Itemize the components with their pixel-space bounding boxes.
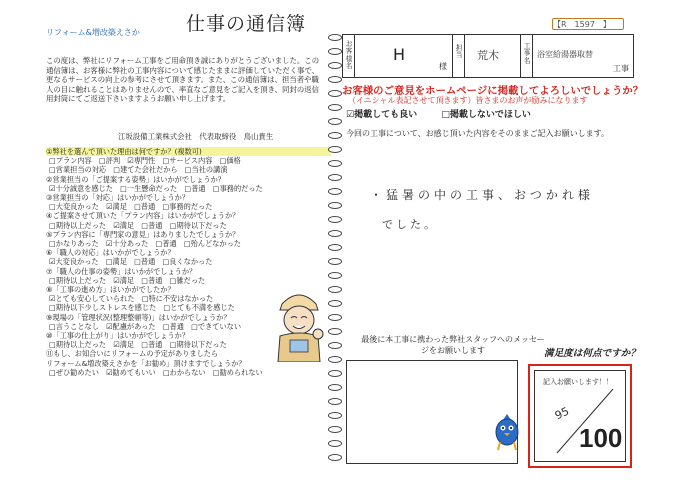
question-text: ③営業担当の「対応」はいかがでしょうか？ xyxy=(46,193,190,203)
staff-name: 荒木 xyxy=(477,49,499,62)
answer-options: □言うことなし ☑配慮があった □普通 □できていない xyxy=(49,321,242,331)
question-text: ⑩「工事の仕上がり」はいかがでしょうか？ xyxy=(46,331,190,341)
page-title: 仕事の通信簿 xyxy=(186,13,307,35)
work-suffix: 工事 xyxy=(613,64,629,73)
publish-option-yes[interactable]: ☑掲載しても良い xyxy=(346,110,418,120)
bird-mascot-icon xyxy=(492,412,522,452)
question-5 xyxy=(46,230,331,248)
answer-options: □期待以上だった ☑満足 □普通 □雑だった xyxy=(49,275,206,285)
question-4 xyxy=(46,211,331,229)
customer-info-box xyxy=(342,34,634,78)
question-text: ④ご提案させて頂いた「プラン内容」はいかがでしょうか？ xyxy=(46,211,240,221)
question-text: ⑥「職人の対応」はいかがでしょうか？ xyxy=(46,248,175,258)
question-text-2: リフォーム&増改築えさかを「お勧め」頂けますでしょうか？ xyxy=(46,358,246,368)
question-text: ①弊社を選んで頂いた理由は何ですか？(複数可) xyxy=(46,147,331,156)
worker-mascot-icon xyxy=(272,284,326,362)
answer-options: ☑十分誠意を感じた □一生懸命だった □普通 □事務的だった xyxy=(49,183,263,193)
staff-label-cell xyxy=(453,35,465,77)
publish-option-no[interactable]: □掲載しないでほしい xyxy=(441,110,531,120)
staff-name-cell xyxy=(465,35,521,77)
question-2 xyxy=(46,175,331,193)
question-text: ⑨現場の「管理状況(整理整頓等)」はいかがでしょうか？ xyxy=(46,312,231,322)
question-text: ⑧「工事の進め方」はいかがでしたか？ xyxy=(46,285,175,295)
questionnaire-sheet xyxy=(6,6,674,474)
publish-note: （イニシャル表記させて頂きます）皆さまのお声が励みになります xyxy=(348,96,588,105)
answer-options: ☑とても安心していられた □特に不安はなかった xyxy=(49,294,214,304)
comment-area[interactable] xyxy=(342,152,664,332)
satisfaction-max: 100 xyxy=(579,423,623,453)
staff-label: 担当 xyxy=(455,44,463,60)
question-text: ⑦「職人の仕事の姿勢」はいかがでしょうか？ xyxy=(46,266,197,276)
right-page xyxy=(342,14,672,476)
question-3 xyxy=(46,193,331,211)
question-7 xyxy=(46,267,331,285)
comment-prompt: 今回の工事について、お感じ頂いた内容をそのままご記入お願いします。 xyxy=(346,129,610,138)
answer-options: □期待以下少しストレスを感じた □とても不満を感じた xyxy=(49,303,235,313)
question-1 xyxy=(46,147,331,175)
question-6 xyxy=(46,248,331,266)
record-code: 【R 1597 】 xyxy=(552,18,624,30)
signature: 江坂設備工業株式会社 代表取締役 鳥山貴生 xyxy=(118,132,274,141)
intro-text: この度は、弊社にリフォーム工事をご用命頂き誠にありがとうございました。この通信簿は、お客様に弊社の工事内容について感じたままに評価していただく事で、更なるサービスの向上の参考にさせて頂きます。また、この通信簿は、担当者や職人の目に触れることはありませんので、率直なご意見をご記入を頂き、同封の返信用封筒にてご返送下さいますようお願い申し上げます。 xyxy=(46,56,320,104)
answer-options: □大変良かった ☑満足 □普通 □事務的だった xyxy=(49,202,213,212)
answer-options: □期待以上だった ☑満足 □普通 □期待以下だった xyxy=(49,220,227,230)
question-text: ⑤プラン内容に「専門家の意見」はありましたでしょうか？ xyxy=(46,229,240,239)
question-text: ⑪もし、お知合いにリフォームの予定がありましたら xyxy=(46,349,219,359)
satisfaction-box xyxy=(528,364,632,468)
answer-options: □営業担当の対応 □建てた会社だから □当社の講演 xyxy=(49,165,228,175)
answer-options: □かなりあった ☑十分あった □普通 □殆んどなかった xyxy=(49,239,241,249)
customer-label: お客様名 xyxy=(345,40,353,71)
work-label: 工事名 xyxy=(523,42,531,65)
work-label-cell xyxy=(521,35,533,77)
satisfaction-score: 95 xyxy=(552,404,572,423)
satisfaction-label: 記入お願いします！！ xyxy=(543,378,613,386)
customer-name: H xyxy=(393,45,406,64)
left-page xyxy=(46,14,328,474)
staff-message-prompt: 最後に本工事に携わった弊社スタッフへのメッセージをお願いします xyxy=(361,335,545,355)
satisfaction-title: 満足度は何点ですか？ xyxy=(544,348,640,359)
comment-line-2: でした。 xyxy=(382,218,438,231)
honorific: 様 xyxy=(439,62,447,71)
brand-line: リフォーム&増改築えさか xyxy=(46,28,140,37)
publish-question: お客様のご意見をホームページに掲載してよろしいでしょうか？ xyxy=(342,85,644,97)
satisfaction-inner[interactable] xyxy=(534,370,626,462)
question-text: ②営業担当の「ご提案する姿勢」はいかがでしょうか？ xyxy=(46,174,225,184)
answer-options: □プラン内容 □評判 ☑専門性 □サービス内容 □価格 xyxy=(49,156,241,166)
answer-options: □期待以上だった ☑満足 □普通 □期待以下だった xyxy=(49,340,227,350)
answer-options: ☑大変良かった □満足 □普通 □良くなかった xyxy=(49,257,213,267)
spiral-binding xyxy=(328,34,342,474)
customer-name-cell xyxy=(355,35,453,77)
answer-options: □ぜひ勧めたい ☑勧めてもいい □わからない □勧められない xyxy=(49,367,263,377)
publish-options xyxy=(346,107,531,120)
customer-label-cell xyxy=(343,35,355,77)
work-name: 浴室給湯器取替 xyxy=(537,50,593,59)
comment-line-1: ・猛暑の中の工事、おつかれ様 xyxy=(370,188,594,202)
